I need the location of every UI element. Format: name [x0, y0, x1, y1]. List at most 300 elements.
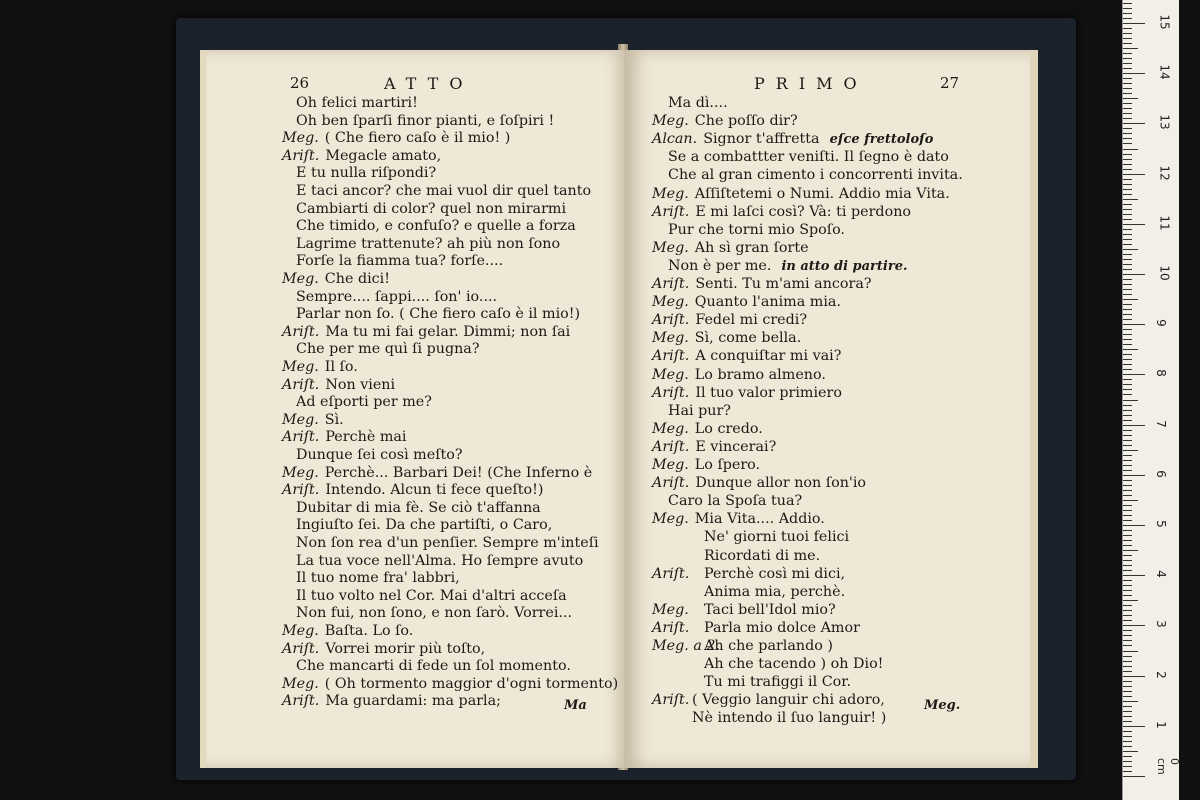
ruler-tick: [1123, 214, 1132, 215]
ruler-tick: [1123, 570, 1132, 571]
ruler-tick: [1123, 83, 1132, 84]
ruler-tick: [1123, 515, 1132, 516]
ruler-tick: [1123, 219, 1132, 220]
text-line: [282, 481, 543, 499]
ruler-tick: [1123, 555, 1132, 556]
ruler-tick: [1123, 656, 1132, 657]
text-line: [282, 147, 441, 165]
verse-text: Che dici!: [324, 271, 390, 287]
ruler-tick: [1123, 354, 1132, 355]
speaker-label: Ariſt.: [652, 276, 690, 292]
ruler-tick: [1123, 33, 1132, 34]
ruler-tick: [1123, 430, 1132, 431]
text-line: [652, 329, 801, 347]
ruler-tick: [1123, 143, 1132, 144]
text-line: [296, 235, 560, 253]
verse-text: Il ſo.: [324, 359, 358, 375]
ruler-tick: [1123, 761, 1132, 762]
ruler-tick: [1123, 480, 1132, 481]
ruler-tick: [1123, 149, 1138, 150]
catchword: Meg.: [924, 698, 961, 713]
text-line: [282, 358, 358, 376]
ruler-tick: [1123, 651, 1138, 652]
ruler-tick: [1123, 199, 1138, 200]
verse-text: Fedel mi credi?: [695, 312, 808, 329]
verse-text: La tua voce nell'Alma. Ho ſempre avuto: [296, 552, 584, 569]
text-line: [668, 492, 802, 510]
ruler-tick: [1123, 194, 1132, 195]
ruler-number: 7: [1153, 419, 1168, 428]
text-line: [652, 112, 798, 130]
ruler-tick: [1123, 400, 1138, 401]
verse-text: Sì, come bella.: [694, 330, 802, 347]
verse-text: Ne' giorni tuoi felici: [704, 529, 850, 546]
speaker-label: Meg.: [652, 366, 689, 383]
ruler-tick: [1123, 13, 1132, 14]
text-line: [296, 217, 576, 235]
text-line: [704, 528, 849, 546]
verse-text: Lagrime trattenute? ah più non ſono: [296, 235, 561, 252]
ruler-number: 11: [1157, 215, 1172, 231]
ruler-tick: [1123, 118, 1132, 119]
ruler-tick: [1123, 18, 1132, 19]
text-line: [652, 130, 933, 149]
ruler-number: 12: [1157, 164, 1172, 181]
text-line: [652, 185, 950, 203]
running-head: ATTO: [384, 74, 474, 93]
ruler-tick: [1123, 339, 1132, 340]
text-line: [668, 148, 949, 166]
verse-text: Che timido, e confuſo? e quelle a forza: [296, 218, 576, 235]
ruler-tick: [1123, 475, 1145, 476]
ruler-tick: [1123, 420, 1132, 421]
ruler-tick: [1123, 530, 1132, 531]
ruler-tick: [1123, 169, 1132, 170]
ruler-tick: [1123, 8, 1132, 9]
ruler-tick: [1123, 751, 1138, 752]
text-line: [296, 305, 580, 323]
text-line: [282, 692, 501, 710]
ruler-number: 2: [1153, 670, 1168, 679]
ruler-tick: [1123, 716, 1132, 717]
verse-text: E taci ancor? che mai vuol dir quel tanto: [296, 183, 592, 199]
ruler-tick: [1123, 756, 1132, 757]
ruler-tick: [1123, 23, 1145, 24]
text-line: [652, 275, 872, 293]
text-line: [296, 112, 554, 130]
ruler-tick: [1123, 314, 1132, 315]
verse-text: Che per me quì ſi pugna?: [296, 341, 480, 358]
text-line: [296, 340, 480, 358]
verse-text: Il tuo valor primiero: [695, 384, 842, 401]
ruler-tick: [1123, 108, 1132, 109]
text-line: [652, 456, 760, 474]
ruler-number: 8: [1153, 369, 1168, 378]
ruler-tick: [1123, 410, 1132, 411]
speaker-label: Ariſt.: [282, 640, 320, 657]
text-line: [296, 569, 460, 587]
ruler-tick: [1123, 359, 1132, 360]
text-line: [652, 384, 842, 402]
ruler-tick: [1123, 635, 1132, 636]
ruler-tick: [1123, 279, 1132, 280]
ruler-tick: [1123, 349, 1138, 350]
text-line: [704, 655, 883, 673]
text-line: [296, 587, 567, 605]
verse-text: Caro la Spoſa tua?: [668, 493, 803, 510]
ruler-tick: [1123, 133, 1132, 134]
ruler-tick: [1123, 159, 1132, 160]
ruler-tick: [1123, 600, 1138, 601]
ruler-tick: [1123, 711, 1132, 712]
verse-text: Ingiuſto ſei. Da che partiſti, o Caro,: [296, 517, 553, 534]
verse-text: Anima mia, perchè.: [704, 583, 846, 600]
ruler-tick: [1123, 691, 1132, 692]
ruler-number: 6: [1153, 469, 1168, 478]
ruler-tick: [1123, 204, 1132, 205]
ruler-tick: [1123, 58, 1132, 59]
speaker-label: Meg.: [652, 601, 689, 618]
ruler-tick: [1123, 239, 1132, 240]
ruler-tick: [1123, 585, 1132, 586]
text-line: [282, 270, 390, 288]
verse-text: Baſta. Lo ſo.: [324, 623, 414, 639]
verse-text: Dunque allor non ſon'io: [695, 475, 867, 492]
speaker-label: Ariſt.: [652, 692, 690, 709]
ruler-tick: [1123, 736, 1132, 737]
speaker-label: Ariſt.: [652, 348, 690, 365]
ruler-tick: [1123, 540, 1132, 541]
verse-text: E mi laſci così? Và: ti perdono: [695, 203, 912, 220]
text-line: [668, 402, 731, 420]
ruler-number: 3: [1153, 620, 1168, 629]
ruler-tick: [1123, 625, 1145, 626]
ruler-tick: [1123, 234, 1132, 235]
verse-text: E tu nulla riſpondi?: [296, 165, 437, 182]
verse-text: Lo bramo almeno.: [694, 366, 826, 383]
verse-text: ( Veggio languir chi adoro,: [692, 692, 885, 709]
verse-text: ( Che fiero caſo è il mio! ): [324, 130, 511, 147]
text-line: [652, 619, 860, 637]
ruler-tick: [1123, 490, 1132, 491]
ruler-tick: [1123, 93, 1132, 94]
ruler-tick: [1123, 645, 1132, 646]
ruler-tick: [1123, 460, 1132, 461]
speaker-label: Meg.: [652, 511, 689, 528]
verse-text: Intendo. Alcun ti fece queſto!): [325, 482, 544, 499]
speaker-label: Meg. a 2.: [652, 638, 721, 654]
ruler-tick: [1123, 671, 1132, 672]
ruler-number: 15: [1157, 14, 1172, 30]
text-line: [282, 411, 344, 429]
ruler-tick: [1123, 369, 1132, 370]
ruler-tick: [1123, 415, 1132, 416]
ruler-tick: [1123, 766, 1132, 767]
text-line: [296, 182, 591, 200]
ruler-tick: [1123, 254, 1132, 255]
verse-text: A conquiſtar mi vai?: [695, 348, 842, 365]
ruler-tick: [1123, 590, 1132, 591]
text-line: [668, 221, 845, 239]
text-line: [652, 366, 826, 384]
verse-text: Aſſiſtetemi o Numi. Addio mia Vita.: [694, 185, 950, 202]
ruler-tick: [1123, 128, 1132, 129]
text-line: [282, 129, 510, 147]
ruler-tick: [1123, 28, 1132, 29]
text-line: [652, 691, 885, 709]
verse-text: Oh ben ſparſi finor pianti, e ſoſpiri !: [296, 112, 555, 129]
verse-text: Quanto l'anima mia.: [694, 294, 841, 311]
text-line: [652, 510, 825, 528]
text-line: [704, 583, 845, 601]
ruler-tick: [1123, 741, 1132, 742]
right-page: [624, 50, 1038, 768]
ruler-tick: [1123, 284, 1132, 285]
ruler-tick: [1123, 706, 1132, 707]
speaker-label: Meg.: [282, 411, 319, 428]
ruler-tick: [1123, 294, 1132, 295]
ruler-tick: [1123, 103, 1132, 104]
speaker-label: Meg.: [652, 420, 689, 437]
text-line: [282, 675, 618, 693]
ruler-tick: [1123, 184, 1132, 185]
speaker-label: Ariſt.: [652, 312, 690, 329]
text-line: [296, 393, 432, 411]
verse-text: Ma guardami: ma parla;: [325, 693, 501, 710]
verse-text: Dubitar di mia fè. Se ciò t'affanna: [296, 499, 541, 516]
ruler-tick: [1123, 319, 1132, 320]
left-page: [200, 50, 628, 768]
ruler-tick: [1123, 771, 1132, 772]
verse-text: Sempre.... ſappi.... ſon' io....: [296, 288, 498, 305]
ruler-tick: [1123, 535, 1132, 536]
verse-text: Perchè così mi dici,: [704, 565, 846, 582]
verse-text: Ricordati di me.: [704, 547, 821, 564]
verse-text: Non fui, non ſono, e non ſarò. Vorrei...: [296, 605, 573, 622]
ruler-tick: [1123, 565, 1132, 566]
verse-text: Ah sì gran ſorte: [694, 239, 809, 256]
text-line: [652, 438, 776, 456]
ruler-tick: [1123, 244, 1132, 245]
ruler-tick: [1123, 580, 1132, 581]
verse-text: Pur che torni mio Spoſo.: [668, 221, 845, 238]
ruler-tick: [1123, 379, 1132, 380]
ruler-tick: [1123, 364, 1132, 365]
verse-text: Mia Vita.... Addio.: [694, 511, 825, 528]
text-line: [296, 288, 497, 306]
stage-direction: in atto di partire.: [781, 258, 908, 274]
ruler-tick: [1123, 78, 1132, 79]
text-line: [282, 428, 406, 446]
ruler-tick: [1123, 450, 1138, 451]
ruler-tick: [1123, 394, 1132, 395]
ruler-tick: [1123, 53, 1132, 54]
ruler-tick: [1123, 324, 1145, 325]
verse-text: Senti. Tu m'ami ancora?: [695, 276, 872, 292]
ruler-tick: [1123, 620, 1132, 621]
text-line: [668, 166, 963, 184]
text-line: [296, 94, 418, 112]
ruler-tick: [1123, 304, 1132, 305]
ruler-tick: [1123, 630, 1132, 631]
text-line: [282, 323, 570, 341]
speaker-label: Ariſt.: [282, 429, 320, 446]
speaker-label: Ariſt.: [282, 376, 320, 393]
ruler-tick: [1123, 98, 1138, 99]
verse-text: Ah che parlando ): [704, 638, 833, 654]
text-line: [296, 200, 566, 218]
ruler-tick: [1123, 505, 1132, 506]
ruler-tick: [1123, 550, 1138, 551]
ruler-number: 13: [1157, 114, 1172, 131]
ruler-tick: [1123, 209, 1132, 210]
speaker-label: Meg.: [282, 675, 319, 692]
text-line: [296, 604, 572, 622]
speaker-label: Ariſt.: [282, 323, 320, 340]
text-line: [652, 474, 866, 492]
ruler-tick: [1123, 510, 1132, 511]
verse-text: Che mancarti di fede un ſol momento.: [296, 658, 571, 675]
ruler-tick: [1123, 179, 1132, 180]
ruler-tick: [1123, 726, 1145, 727]
text-line: [704, 547, 820, 565]
verse-text: Ma dì....: [668, 95, 728, 111]
page-number: 26: [290, 74, 310, 92]
speaker-label: Meg.: [652, 185, 689, 202]
verse-text: Parlar non ſo. ( Che fiero caſo è il mio!): [296, 306, 581, 323]
speaker-label: Meg.: [282, 623, 319, 639]
ruler-tick: [1123, 389, 1132, 390]
text-line: [296, 534, 599, 552]
speaker-label: Ariſt.: [652, 384, 690, 401]
text-line: [652, 203, 911, 221]
ruler-tick: [1123, 595, 1132, 596]
text-line: [652, 637, 833, 655]
speaker-label: Meg.: [652, 113, 689, 130]
ruler-unit-label: 0 cm: [1155, 758, 1181, 775]
verse-text: Dunque ſei così meſto?: [296, 447, 463, 463]
text-line: [704, 673, 851, 691]
verse-text: Megacle amato,: [325, 147, 442, 164]
ruler-tick: [1123, 560, 1132, 561]
verse-text: E vincerai?: [695, 438, 777, 455]
speaker-label: Meg.: [282, 464, 319, 481]
ruler-number: 1: [1153, 720, 1168, 729]
speaker-label: Ariſt.: [282, 482, 320, 499]
ruler-tick: [1123, 425, 1145, 426]
verse-text: Se a combattter veniſti. Il ſegno è dato: [668, 149, 949, 166]
verse-text: Oh felici martiri!: [296, 95, 418, 111]
catchword: Ma: [564, 698, 587, 713]
speaker-label: Ariſt.: [282, 147, 320, 164]
ruler-tick: [1123, 224, 1145, 225]
ruler-tick: [1123, 615, 1132, 616]
text-line: [296, 446, 463, 464]
text-line: [296, 252, 503, 270]
verse-text: Lo ſpero.: [694, 457, 761, 473]
text-line: [652, 420, 763, 438]
ruler-tick: [1123, 384, 1132, 385]
ruler-tick: [1123, 470, 1132, 471]
ruler-tick: [1123, 38, 1132, 39]
ruler-tick: [1123, 520, 1132, 521]
ruler-tick: [1123, 435, 1132, 436]
ruler-tick: [1123, 676, 1145, 677]
ruler-tick: [1123, 495, 1132, 496]
ruler-number: 14: [1157, 64, 1172, 80]
ruler-number: 5: [1153, 520, 1168, 528]
ruler-tick: [1123, 259, 1132, 260]
ruler-tick: [1123, 289, 1132, 290]
verse-text: Non ſon rea d'un penſier. Sempre m'inteſi: [296, 535, 599, 551]
speaker-label: Ariſt.: [652, 203, 690, 220]
verse-text: Non vieni: [325, 376, 396, 393]
ruler-tick: [1123, 123, 1145, 124]
verse-text: Signor t'affretta: [703, 131, 820, 148]
text-line: [652, 293, 841, 311]
text-line: [668, 257, 908, 276]
measuring-ruler: [1122, 0, 1179, 800]
ruler-tick: [1123, 113, 1132, 114]
speaker-label: Meg.: [652, 239, 689, 256]
verse-text: Lo credo.: [694, 420, 763, 437]
ruler-tick: [1123, 440, 1132, 441]
ruler-tick: [1123, 605, 1132, 606]
verse-text: Perchè mai: [325, 429, 407, 446]
ruler-tick: [1123, 88, 1132, 89]
speaker-label: Ariſt.: [652, 565, 690, 582]
ruler-tick: [1123, 525, 1145, 526]
ruler-tick: [1123, 661, 1132, 662]
text-line: [668, 94, 728, 112]
verse-text: Perchè... Barbari Dei! (Che Inferno è: [324, 464, 593, 481]
ruler-tick: [1123, 334, 1132, 335]
text-line: [296, 499, 541, 517]
ruler-tick: [1123, 746, 1132, 747]
ruler-number: 10: [1157, 265, 1172, 281]
ruler-tick: [1123, 164, 1132, 165]
text-line: [296, 552, 583, 570]
ruler-tick: [1123, 575, 1145, 576]
ruler-tick: [1123, 776, 1145, 777]
ruler-tick: [1123, 269, 1132, 270]
verse-text: Il tuo nome fra' labbri,: [296, 570, 460, 587]
ruler-tick: [1123, 63, 1132, 64]
ruler-tick: [1123, 174, 1145, 175]
speaker-label: Ariſt.: [652, 475, 690, 492]
ruler-tick: [1123, 264, 1132, 265]
ruler-tick: [1123, 68, 1132, 69]
page-number: 27: [940, 74, 960, 92]
ruler-tick: [1123, 249, 1138, 250]
ruler-tick: [1123, 485, 1132, 486]
ruler-tick: [1123, 138, 1132, 139]
text-line: [282, 622, 413, 640]
verse-text: Ma tu mi fai gelar. Dimmi; non ſai: [325, 323, 571, 340]
ruler-tick: [1123, 309, 1132, 310]
ruler-tick: [1123, 374, 1145, 375]
ruler-tick: [1123, 154, 1132, 155]
text-line: [296, 164, 436, 182]
ruler-tick: [1123, 731, 1132, 732]
ruler-tick: [1123, 721, 1132, 722]
text-line: [282, 464, 592, 482]
speaker-label: Meg.: [282, 359, 319, 375]
speaker-label: Meg.: [282, 130, 319, 147]
text-line: [652, 601, 836, 619]
ruler-tick: [1123, 189, 1132, 190]
speaker-label: Meg.: [652, 330, 689, 347]
